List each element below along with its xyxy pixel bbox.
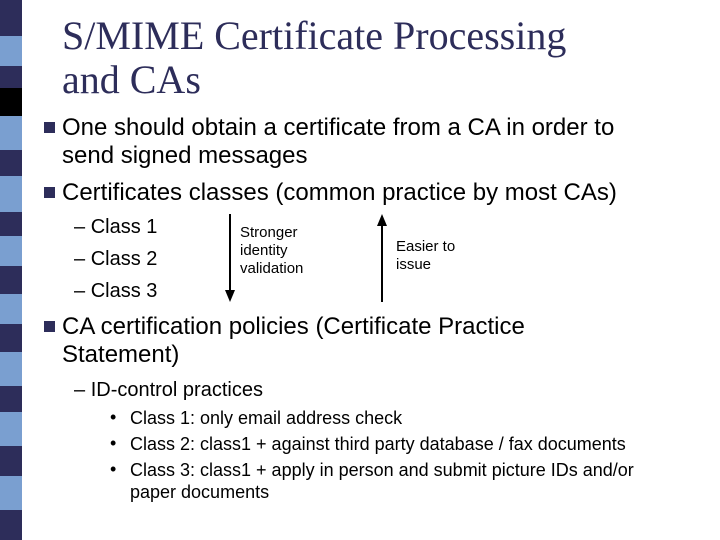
down-arrow-icon: [224, 214, 236, 302]
title-line-2: and CAs: [62, 57, 201, 102]
bullet-1-line-2: send signed messages: [62, 142, 308, 169]
easier-line-1: Easier to: [396, 238, 456, 255]
class-1-label: Class 1: [90, 216, 158, 238]
id-detail-1: Class 1: only email address check: [130, 408, 403, 428]
dot-bullet-icon: •: [110, 407, 117, 427]
dot-bullet-icon: •: [110, 459, 117, 479]
bullet-1-line-1: One should obtain a certificate from a CA in order to: [62, 114, 615, 141]
stronger-label: [240, 224, 303, 278]
title-line-1: S/MIME Certificate Processing: [62, 13, 567, 58]
slide-title: [62, 14, 702, 102]
bullet-3-line-1: CA certification policies (Certificate Practice: [62, 313, 525, 340]
class-item-2: – Class 2: [74, 248, 158, 270]
id-detail-3-cont: paper documents: [130, 482, 270, 502]
stronger-line-1: Stronger: [240, 224, 298, 241]
bullet-3-line-2: Statement): [62, 341, 180, 368]
id-detail-3: Class 3: class1 + apply in person and submit picture IDs and/or: [130, 460, 634, 480]
stronger-line-2: identity: [240, 242, 288, 259]
bullet-square-icon: [44, 122, 55, 133]
easier-line-2: issue: [396, 256, 432, 273]
class-item-1: – Class 1: [74, 216, 158, 238]
up-arrow-icon: [376, 214, 388, 302]
dot-bullet-icon: •: [110, 433, 117, 453]
stronger-line-3: validation: [240, 260, 304, 277]
bullet-square-icon: [44, 321, 55, 332]
bullet-square-icon: [44, 187, 55, 198]
decorative-stripe: [0, 0, 22, 540]
id-control-label: ID-control practices: [90, 379, 263, 401]
id-control-item: – ID-control practices: [74, 379, 263, 401]
class-3-label: Class 3: [90, 280, 158, 302]
id-detail-2: Class 2: class1 + against third party database / fax documents: [130, 434, 626, 454]
class-2-label: Class 2: [90, 248, 158, 270]
bullet-2-line-1: Certificates classes (common practice by most CAs): [62, 179, 617, 206]
class-item-3: – Class 3: [74, 280, 158, 302]
easier-label: [396, 238, 455, 274]
